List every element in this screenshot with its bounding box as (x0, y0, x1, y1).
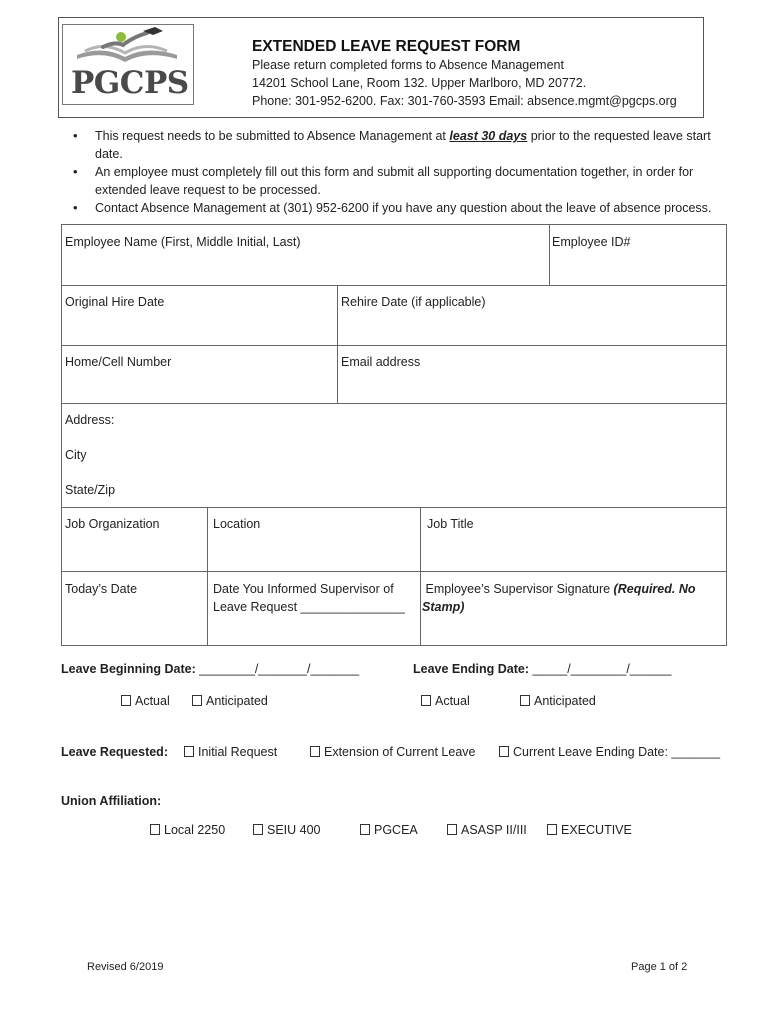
checkbox-icon (520, 695, 530, 706)
instructions-list (70, 127, 730, 217)
location-field[interactable]: Location (213, 517, 261, 531)
date-informed-supervisor-field[interactable]: Date You Informed Supervisor of Leave Request _______________ (213, 582, 405, 614)
logo-text: PGCPS (71, 65, 189, 101)
leave-beginning-date[interactable]: Leave Beginning Date: ________/_______/_______ (61, 662, 360, 676)
end-anticipated-checkbox[interactable]: Anticipated (520, 694, 596, 708)
executive-checkbox[interactable]: EXECUTIVE (547, 823, 632, 837)
leave-requested-label: Leave Requested: (61, 745, 168, 759)
begin-actual-checkbox[interactable]: Actual (121, 694, 170, 708)
pgcea-checkbox[interactable]: PGCEA (360, 823, 418, 837)
employee-id-field[interactable]: Employee ID# (552, 235, 631, 249)
job-organization-field[interactable]: Job Organization (65, 517, 160, 531)
checkbox-icon (447, 824, 457, 835)
checkbox-icon (360, 824, 370, 835)
employee-name-field[interactable]: Employee Name (First, Middle Initial, Last) (65, 235, 301, 249)
hire-date-field[interactable]: Original Hire Date (65, 295, 165, 309)
seiu-400-checkbox[interactable]: SEIU 400 (253, 823, 321, 837)
phone-field[interactable]: Home/Cell Number (65, 355, 172, 369)
checkbox-icon (421, 695, 431, 706)
checkbox-icon (547, 824, 557, 835)
asasp-checkbox[interactable]: ASASP II/III (447, 823, 527, 837)
begin-anticipated-checkbox[interactable]: Anticipated (192, 694, 268, 708)
city-field[interactable]: City (65, 448, 87, 462)
union-affiliation-label: Union Affiliation: (61, 794, 162, 808)
employee-info-table (61, 224, 727, 646)
local-2250-checkbox[interactable]: Local 2250 (150, 823, 225, 837)
revision-date: Revised 6/2019 (87, 961, 164, 973)
form-title: EXTENDED LEAVE REQUEST FORM (252, 38, 521, 55)
checkbox-icon (150, 824, 160, 835)
instruction-item: • Contact Absence Management at (301) 952-6200 if you have any question about the leave of absence process. (70, 199, 730, 217)
email-field[interactable]: Email address (341, 355, 421, 369)
instruction-item: • An employee must completely fill out this form and submit all supporting documentation together, in order for extended leave request to be processed. (70, 163, 730, 199)
deadline-emphasis: least 30 days (449, 129, 528, 143)
checkbox-icon (253, 824, 263, 835)
return-instructions: Please return completed forms to Absence Management (252, 58, 564, 72)
checkbox-icon (184, 746, 194, 757)
contact-info: Phone: 301-952-6200. Fax: 301-760-3593 Email: absence.mgmt@pgcps.org (252, 94, 677, 108)
office-address: 14201 School Lane, Room 132. Upper Marlboro, MD 20772. (252, 76, 587, 90)
address-field[interactable]: Address: (65, 413, 115, 427)
logo-book-icon (63, 25, 193, 69)
supervisor-signature-field[interactable]: Employee’s Supervisor Signature (Required. No Stamp) (422, 582, 696, 614)
rehire-date-field[interactable]: Rehire Date (if applicable) (341, 295, 486, 309)
current-leave-end-checkbox[interactable]: Current Leave Ending Date: _______ (499, 745, 720, 759)
checkbox-icon (499, 746, 509, 757)
initial-request-checkbox[interactable]: Initial Request (184, 745, 277, 759)
leave-ending-date[interactable]: Leave Ending Date: _____/________/______ (413, 662, 672, 676)
checkbox-icon (192, 695, 202, 706)
state-zip-field[interactable]: State/Zip (65, 483, 116, 497)
checkbox-icon (310, 746, 320, 757)
instruction-item: • This request needs to be submitted to Absence Management at least 30 days prior to the requested leave start date. (70, 127, 730, 163)
extension-checkbox[interactable]: Extension of Current Leave (310, 745, 475, 759)
todays-date-field[interactable]: Today’s Date (65, 582, 138, 596)
checkbox-icon (121, 695, 131, 706)
page-number: Page 1 of 2 (631, 961, 688, 973)
end-actual-checkbox[interactable]: Actual (421, 694, 470, 708)
job-title-field[interactable]: Job Title (427, 517, 474, 531)
pgcps-logo (62, 24, 194, 105)
